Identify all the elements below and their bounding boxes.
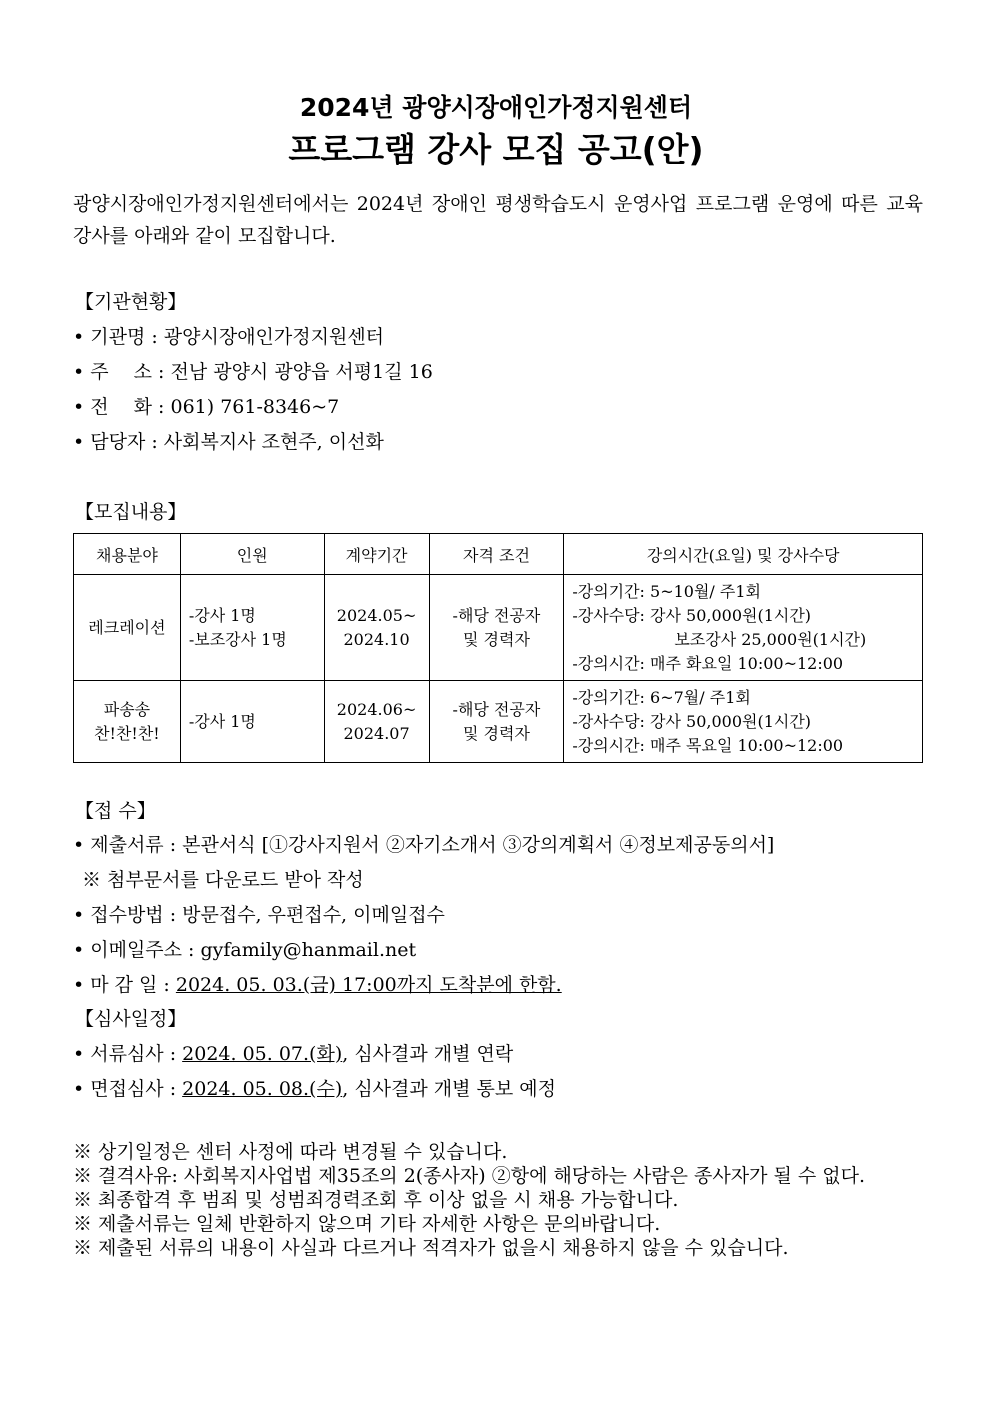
receipt-attach-note: ※ 첨부문서를 다운로드 받아 작성 (82, 869, 364, 891)
org-heading: 【기관현황】 (75, 291, 187, 313)
doc-review-rest: , 심사결과 개별 연락 (342, 1043, 514, 1065)
details-line: -강의시간: 매주 목요일 10:00~12:00 (572, 735, 844, 755)
qual-line: 및 경력자 (462, 629, 530, 649)
header-field: 채용분야 (74, 534, 181, 575)
receipt-docs: • 제출서류 : 본관서식 [①강사지원서 ②자기소개서 ③강의계획서 ④정보제공동의서] (73, 834, 775, 856)
qual-line: -해당 전공자 (452, 605, 541, 625)
notes-block (73, 1140, 923, 1260)
header-details: 강의시간(요일) 및 강사수당 (564, 534, 923, 575)
details-line: -강의기간: 5~10월/ 주1회 (572, 581, 762, 601)
org-contact: • 담당자 : 사회복지사 조현주, 이선화 (73, 431, 384, 453)
table-row (74, 681, 923, 763)
cell-people (180, 575, 324, 681)
receipt-method: • 접수방법 : 방문접수, 우편접수, 이메일접수 (73, 904, 445, 926)
period-line: 2024.10 (343, 629, 410, 649)
details-line: -강사수당: 강사 50,000원(1시간) (572, 711, 812, 731)
people-line: -강사 1명 (188, 711, 256, 731)
note-item: ※ 결격사유: 사회복지사업법 제35조의 2(종사자) ②항에 해당하는 사람은 종사자가 될 수 없다. (73, 1165, 866, 1187)
org-address: • 주 소 : 전남 광양시 광양읍 서평1길 16 (73, 361, 433, 383)
note-item: ※ 최종합격 후 범죄 및 성범죄경력조회 후 이상 없을 시 채용 가능합니다. (73, 1189, 679, 1211)
qual-line: -해당 전공자 (452, 699, 541, 719)
cell-people (180, 681, 324, 763)
intro-paragraph: 광양시장애인가정지원센터에서는 2024년 장애인 평생학습도시 운영사업 프로그램 운영에 따른 교육 강사를 아래와 같이 모집합니다. (73, 193, 923, 247)
cell-qualification (429, 681, 564, 763)
details-line: -강의기간: 6~7월/ 주1회 (572, 687, 751, 707)
people-line: -강사 1명 (188, 605, 256, 625)
cell-details (564, 681, 923, 763)
recruit-heading: 【모집내용】 (75, 501, 187, 523)
note-item: ※ 제출서류는 일체 반환하지 않으며 기타 자세한 사항은 문의바랍니다. (73, 1213, 661, 1235)
note-item: ※ 제출된 서류의 내용이 사실과 다르거나 적격자가 없을시 채용하지 않을 수 있습니다. (73, 1237, 789, 1259)
field-line: 찬!찬!찬! (94, 723, 160, 743)
receipt-deadline (73, 970, 562, 997)
doc-review-label: • 서류심사 : (73, 1043, 183, 1065)
header-people: 인원 (180, 534, 324, 575)
people-line: -보조강사 1명 (188, 629, 287, 649)
title-line2: 프로그램 강사 모집 공고(안) (288, 130, 704, 169)
org-phone: • 전 화 : 061) 761-8346~7 (73, 396, 340, 418)
details-line: -강의시간: 매주 화요일 10:00~12:00 (572, 653, 844, 673)
period-line: 2024.05~ (336, 605, 417, 625)
deadline-value: 2024. 05. 03.(금) 17:00까지 도착분에 한함. (175, 974, 562, 996)
interview-rest: , 심사결과 개별 통보 예정 (342, 1078, 556, 1100)
cell-field (74, 681, 181, 763)
receipt-heading: 【접 수】 (75, 800, 156, 822)
interview-label: • 면접심사 : (73, 1078, 183, 1100)
cell-qualification (429, 575, 564, 681)
interview-date: 2024. 05. 08.(수) (182, 1078, 343, 1100)
title-line1: 2024년 광양시장애인가정지원센터 (299, 93, 693, 122)
note-item: ※ 상기일정은 센터 사정에 따라 변경될 수 있습니다. (73, 1141, 508, 1163)
receipt-email: • 이메일주소 : gyfamily@hanmail.net (73, 939, 417, 961)
cell-period (324, 681, 429, 763)
deadline-label: • 마 감 일 : (73, 974, 176, 996)
org-name: • 기관명 : 광양시장애인가정지원센터 (73, 326, 385, 348)
schedule-doc-review (73, 1039, 513, 1066)
recruit-table (73, 533, 923, 763)
cell-period (324, 575, 429, 681)
period-line: 2024.07 (343, 723, 410, 743)
period-line: 2024.06~ (336, 699, 417, 719)
field-line: 파송송 (103, 699, 151, 719)
schedule-interview (73, 1074, 556, 1101)
schedule-heading: 【심사일정】 (75, 1008, 187, 1030)
qual-line: 및 경력자 (462, 723, 530, 743)
header-qualification: 자격 조건 (429, 534, 564, 575)
cell-field: 레크레이션 (74, 575, 181, 681)
header-period: 계약기간 (324, 534, 429, 575)
table-row (74, 575, 923, 681)
details-line: -강사수당: 강사 50,000원(1시간) (572, 605, 812, 625)
details-line: 보조강사 25,000원(1시간) (674, 629, 867, 649)
table-header-row (74, 534, 923, 575)
doc-review-date: 2024. 05. 07.(화) (182, 1043, 343, 1065)
cell-details (564, 575, 923, 681)
